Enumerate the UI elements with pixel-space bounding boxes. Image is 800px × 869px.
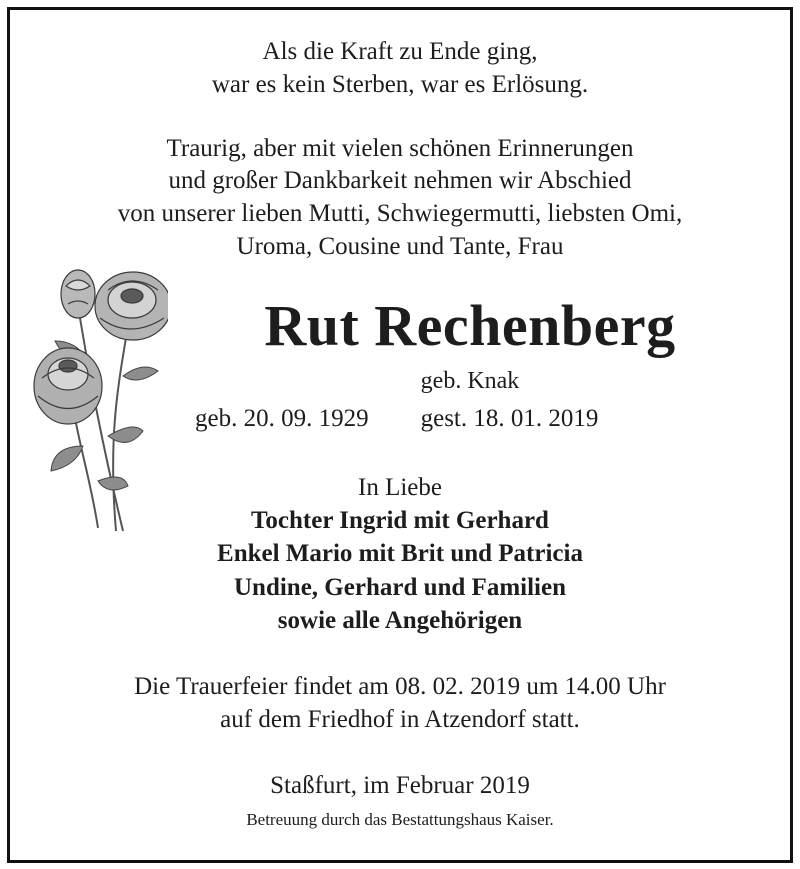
birth-date: geb. 20. 09. 1929 bbox=[195, 405, 369, 432]
farewell-line-1: Traurig, aber mit vielen schönen Erinnerungen bbox=[166, 135, 634, 162]
farewell-line-4: Uroma, Cousine und Tante, Frau bbox=[236, 233, 564, 260]
mourners-intro: In Liebe bbox=[358, 474, 442, 501]
deceased-name: Rut Rechenberg bbox=[264, 293, 676, 358]
intro-line-1: Als die Kraft zu Ende ging, bbox=[262, 38, 538, 65]
service-line-2: auf dem Friedhof in Atzendorf statt. bbox=[220, 706, 580, 733]
obituary-notice bbox=[7, 7, 793, 863]
place-date: Staßfurt, im Februar 2019 bbox=[270, 772, 530, 799]
death-date: gest. 18. 01. 2019 bbox=[420, 405, 599, 432]
farewell-line-3: von unserer lieben Mutti, Schwiegermutti, liebsten Omi, bbox=[117, 200, 683, 227]
service-line-1: Die Trauerfeier findet am 08. 02. 2019 um 14.00 Uhr bbox=[134, 673, 666, 700]
mourner-line: Undine, Gerhard und Familien bbox=[234, 574, 566, 601]
mourner-line: Enkel Mario mit Brit und Patricia bbox=[217, 540, 583, 567]
mourner-line: Tochter Ingrid mit Gerhard bbox=[251, 507, 549, 534]
life-dates bbox=[195, 404, 598, 434]
farewell-line-2: und großer Dankbarkeit nehmen wir Abschied bbox=[168, 167, 632, 194]
intro-line-2: war es kein Sterben, war es Erlösung. bbox=[211, 71, 589, 98]
undertaker-note: Betreuung durch das Bestattungshaus Kaiser. bbox=[246, 810, 554, 829]
maiden-name: geb. Knak bbox=[420, 368, 520, 394]
mourner-line: sowie alle Angehörigen bbox=[277, 607, 523, 634]
